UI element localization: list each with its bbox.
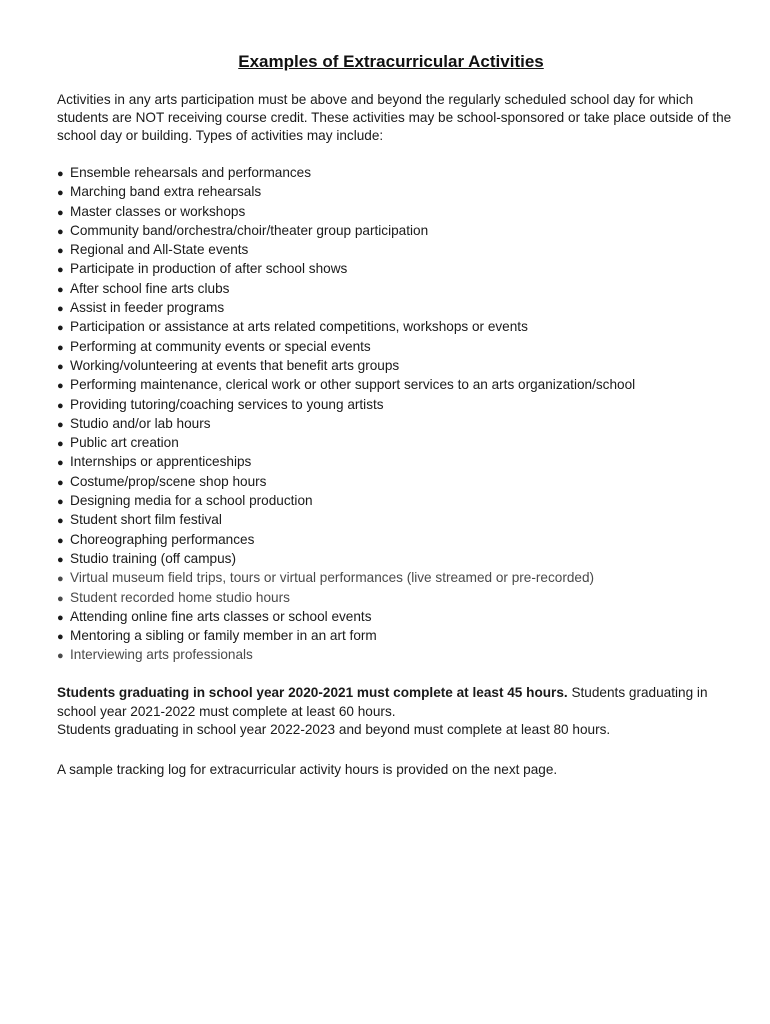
bullet-icon: ● <box>57 457 64 470</box>
bullet-icon: ● <box>57 573 64 586</box>
list-item <box>57 433 635 452</box>
list-item-text: Virtual museum field trips, tours or virtual performances (live streamed or pre-recorded) <box>70 570 595 586</box>
requirement-2022: Students graduating in school year 2021-2022 must complete at least 60 hours. <box>57 685 708 719</box>
list-item-text: Costume/prop/scene shop hours <box>70 473 267 489</box>
list-item <box>57 279 635 298</box>
list-item <box>57 472 635 491</box>
list-item <box>57 414 635 433</box>
list-item-text: Student recorded home studio hours <box>70 589 290 605</box>
list-item <box>57 259 635 278</box>
bullet-icon: ● <box>57 341 64 354</box>
list-item <box>57 607 635 626</box>
bullet-icon: ● <box>57 438 64 451</box>
list-item-text: Participation or assistance at arts related competitions, workshops or events <box>70 319 528 335</box>
list-item-text: Working/volunteering at events that benefit arts groups <box>70 357 400 373</box>
list-item-text: Public art creation <box>70 435 179 451</box>
list-item <box>57 452 635 471</box>
list-item-text: Mentoring a sibling or family member in an art form <box>70 628 377 644</box>
list-item <box>57 588 635 607</box>
list-item-text: Regional and All-State events <box>70 242 249 258</box>
list-item-text: Designing media for a school production <box>70 493 313 509</box>
bullet-icon: ● <box>57 611 64 624</box>
bullet-icon: ● <box>57 515 64 528</box>
bullet-icon: ● <box>57 380 64 393</box>
bullet-icon: ● <box>57 245 64 258</box>
list-item-text: Community band/orchestra/choir/theater group participation <box>70 222 429 238</box>
list-item <box>57 491 635 510</box>
list-item-text: Interviewing arts professionals <box>70 647 253 663</box>
bullet-icon: ● <box>57 187 64 200</box>
list-item <box>57 221 635 240</box>
intro-paragraph: Activities in any arts participation must be above and beyond the regularly scheduled school day for which students are NOT receiving course credit. These activities may be school-sponsored or take place outside of the school day or building. Types of activities may include: <box>57 92 732 144</box>
bullet-icon: ● <box>57 476 64 489</box>
bullet-icon: ● <box>57 496 64 509</box>
bullet-icon: ● <box>57 322 64 335</box>
list-item <box>57 317 635 336</box>
list-item <box>57 395 635 414</box>
list-item-text: Student short film festival <box>70 512 222 528</box>
list-item <box>57 626 635 645</box>
list-item-text: Studio and/or lab hours <box>70 415 211 431</box>
list-item-text: Choreographing performances <box>70 531 255 547</box>
bullet-icon: ● <box>57 283 64 296</box>
list-item-text: Studio training (off campus) <box>70 550 236 566</box>
list-item <box>57 240 635 259</box>
page-title: Examples of Extracurricular Activities <box>238 52 544 71</box>
bullet-icon: ● <box>57 303 64 316</box>
list-item-text: Participate in production of after school shows <box>70 261 348 277</box>
bullet-icon: ● <box>57 168 64 180</box>
hour-requirements <box>57 684 737 740</box>
list-item-text: Marching band extra rehearsals <box>70 184 262 200</box>
list-item-text: Ensemble rehearsals and performances <box>70 165 312 180</box>
list-item <box>57 298 635 317</box>
list-item-text: Internships or apprenticeships <box>70 454 252 470</box>
requirement-2023: Students graduating in school year 2022-2023 and beyond must complete at least 80 hours. <box>57 722 611 738</box>
list-item-text: Providing tutoring/coaching services to young artists <box>70 396 384 412</box>
list-item <box>57 510 635 529</box>
bullet-icon: ● <box>57 418 64 431</box>
list-item <box>57 645 635 664</box>
list-item-text: Performing at community events or special events <box>70 338 371 354</box>
bullet-icon: ● <box>57 225 64 238</box>
bullet-icon: ● <box>57 553 64 566</box>
list-item <box>57 202 635 221</box>
bullet-icon: ● <box>57 592 64 605</box>
bullet-icon: ● <box>57 650 64 663</box>
list-item <box>57 356 635 375</box>
list-item-text: Attending online fine arts classes or school events <box>70 608 372 624</box>
tracking-log-note: A sample tracking log for extracurricular activity hours is provided on the next page. <box>57 762 558 777</box>
bullet-icon: ● <box>57 206 64 219</box>
list-item-text: After school fine arts clubs <box>70 280 230 296</box>
list-item-text: Performing maintenance, clerical work or other support services to an arts organization/school <box>70 377 636 393</box>
list-item <box>57 337 635 356</box>
list-item-text: Master classes or workshops <box>70 203 246 219</box>
bullet-icon: ● <box>57 631 64 644</box>
bullet-icon: ● <box>57 360 64 373</box>
bullet-icon: ● <box>57 399 64 412</box>
list-item <box>57 375 635 394</box>
list-item-text: Assist in feeder programs <box>70 300 225 316</box>
list-item <box>57 182 635 201</box>
list-item <box>57 549 635 568</box>
bullet-icon: ● <box>57 534 64 547</box>
list-item <box>57 163 635 182</box>
activity-list <box>57 163 635 665</box>
list-item <box>57 568 635 587</box>
bullet-icon: ● <box>57 264 64 277</box>
requirement-2021: Students graduating in school year 2020-2021 must complete at least 45 hours. <box>57 685 568 700</box>
list-item <box>57 530 635 549</box>
